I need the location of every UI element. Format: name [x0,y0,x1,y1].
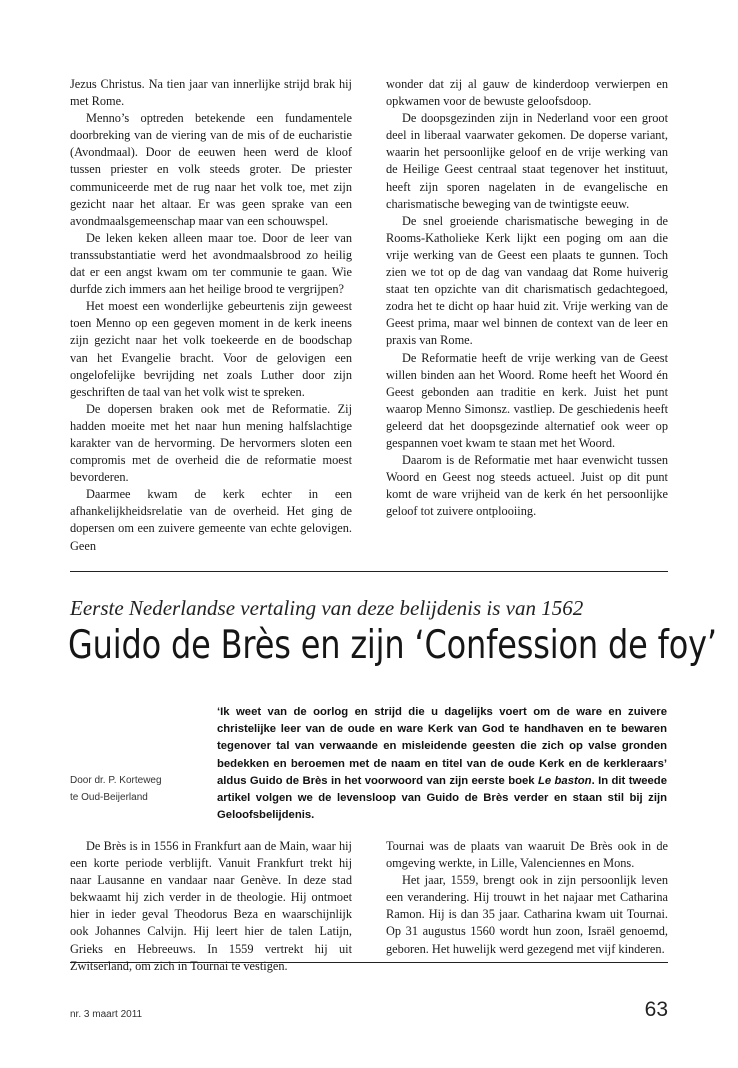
paragraph: De leken keken alleen maar toe. Door de leer van transsubstantiatie werd het avondmaalsbrood zo heilig dat er een angst kwam om ter communie te gaan. Wie durfde zich immers aan het heilige brood te vergrijpen? [70,230,352,297]
intro-quote: ‘Ik weet van de oorlog en strijd die u dagelijks voert om de ware en zuivere christelijke leer van de oude en ware Kerk van God te handhaven en te bewaren tegenover tal van verwaande en misleidende geesten die zich op valse gronden bedekken en beroemen met de naam en titel van de oude Kerk en de kerkleraars’ aldus Guido de Brès in het voorwoord van zijn eerste boek [217,706,667,787]
author-byline [70,772,200,806]
paragraph: De Reformatie heeft de vrije werking van de Geest willen binden aan het Woord. Rome heeft het Woord én Geest gebonden aan traditie en kerk. Juist het punt waarop Menno Simonsz. vastliep. De geschiedenis heeft geleerd dat het doopsgezinde alternatief ook weer op gespannen voet kwam te staan met het Woord. [386,350,668,450]
article-headline: Guido de Brès en zijn ‘Confession de foy’ [68,623,717,668]
intro-book-title: Le baston [537,774,592,787]
article-kicker: Eerste Nederlandse vertaling van deze belijdenis is van 1562 [70,596,584,620]
article-intro [217,704,667,824]
byline-location: te Oud-Beijerland [70,792,148,803]
paragraph: wonder dat zij al gauw de kinderdoop verwierpen en opkwamen voor de bewuste geloofsdoop. [386,77,668,109]
intro-end: . In dit tweede artikel volgen we de levensloop van Guido de Brès verder en staan stil bij zijn Geloofsbelijdenis. [217,774,667,822]
paragraph: Het moest een wonderlijke gebeurtenis zijn geweest toen Menno op een gegeven moment in de kerk ineens zijn gezicht naar het volk toekeerde en de boodschap van het Evangelie bracht. Voor de gelovigen een ongelofelijke bevrijding net zoals Luther door zijn geschriften de taal van het volk wist te spreken. [70,299,352,399]
paragraph: Tournai was de plaats van waaruit De Brès ook in de omgeving werkte, in Lille, Valenciennes en Mons. [386,839,668,871]
paragraph: De Brès is in 1556 in Frankfurt aan de Main, waar hij een korte periode verblijft. Vanuit Frankfurt trekt hij naar Lausanne en vandaar naar Genève. In deze stad bekwaamt hij zich verder in de theologie. Hij ontmoet hier in ieder geval Theodorus Beza en waarschijnlijk ook Johannes Calvijn. Hij leert hier de talen Latijn, Grieks en Hebreeuws. In 1559 vertrekt hij uit Zwitserland, om zich in Tournai te vestigen. [70,839,352,973]
paragraph: Daarom is de Reformatie met haar evenwicht tussen Woord en Geest nog steeds actueel. Juist op dit punt komt de ware vrijheid van de kerk én het persoonlijke geloof tot zuivere ontplooiing. [386,453,668,519]
byline-author: Door dr. P. Korteweg [70,775,162,786]
paragraph: De doopsgezinden zijn in Nederland voor een groot deel in liberaal vaarwater gekomen. De doperse variant, waarin het persoonlijke geloof en de vrije werking van de Heilige Geest centraal staat tegenover het instituut, heeft zijn sporen nagelaten in de evangelische en charismatische beweging van de twintigste eeuw. [386,111,668,211]
bottom-right-column [386,838,668,958]
section-divider [70,571,668,572]
top-left-column [70,76,352,555]
paragraph: Jezus Christus. Na tien jaar van innerlijke strijd brak hij met Rome. [70,77,352,109]
paragraph: Daarmee kwam de kerk echter in een afhankelijkheidsrelatie van de overheid. Het ging de dopersen om een zuivere gemeente van echte gelovigen. Geen [70,487,352,553]
issue-label: nr. 3 maart 2011 [70,1009,143,1020]
top-right-column [386,76,668,520]
bottom-left-column [70,838,352,975]
footer-divider [70,962,668,963]
page-number: 63 [644,998,668,1021]
paragraph: Menno’s optreden betekende een fundamentele doorbreking van de viering van de mis of de eucharistie (Avondmaal). Door de eeuwen heen werd de kloof tussen priester en volk steeds groter. De priester communiceerde met de rug naar het volk toe, met zijn gezicht naar het altaar. Er was geen sprake van een avondmaalsgemeenschap maar van een schouwspel. [70,111,352,228]
paragraph: De snel groeiende charismatische beweging in de Rooms-Katholieke Kerk lijkt een poging om aan die vrije werking van de Geest een plaats te gunnen. Toch zien we tot op de dag van vandaag dat Rome huiverig staat ten opzichte van dit charismatisch gedachtegoed, zodra het te dicht op haar huid zit. Vrije werking van de Geest prima, maar wel binnen de context van de leer en praxis van Rome. [386,213,668,348]
paragraph: De dopersen braken ook met de Reformatie. Zij hadden moeite met het naar hun mening halfslachtige karakter van de hervorming. De hervormers sloten een compromis met de overheid die de reformatie moest bevorderen. [70,401,352,485]
paragraph: Het jaar, 1559, brengt ook in zijn persoonlijk leven een verandering. Hij trouwt in het najaar met Catharina Ramon. Hij is dan 35 jaar. Catharina kwam uit Tournai. Op 31 augustus 1560 wordt hun zoon, Israël genoemd, geboren. Het huwelijk werd gezegend met vijf kinderen. [386,873,668,956]
